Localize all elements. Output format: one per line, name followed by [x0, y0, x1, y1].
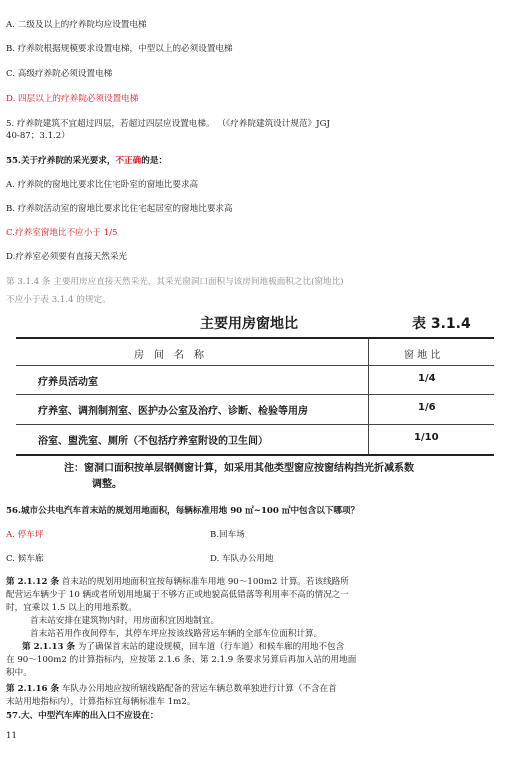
option-c-q56: C. 候车廊: [6, 554, 44, 564]
question-55-suffix: 的是：: [141, 156, 168, 166]
explanation-line-2: 40-87；3.1.2）: [6, 131, 70, 141]
row-2-ratio: 1/6: [418, 402, 436, 413]
clause-2-1-13-line-3: 积中。: [6, 668, 32, 678]
clause-2-1-13-text: 为了确保首末站的建设规模，回车道（行车道）和候车廊的用地不包含: [75, 642, 345, 652]
row-2-name: 疗养室、调剂制剂室、医护办公室及治疗、诊断、检验等用房: [38, 406, 308, 417]
explanation-line-1: 5. 疗养院建筑不宜超过四层，若超过四层应设置电梯。 （《疗养院建筑设计规范》JGJ: [6, 119, 330, 129]
clause-2-1-13-heading: 第 2.1.13 条: [22, 642, 76, 652]
option-b-q55: B. 疗养院活动室的窗地比要求比住宅起居室的窗地比要求高: [6, 204, 233, 214]
row-1-ratio: 1/4: [418, 373, 436, 384]
table-row: [16, 366, 494, 395]
question-57: 57.大、中型汽车库的出入口不应设在：: [6, 711, 159, 721]
option-a-q55: A. 疗养院的窗地比要求比住宅卧室的窗地比要求高: [6, 180, 199, 190]
header-ratio: 窗 地 比: [404, 350, 441, 361]
clause-2-1-13-line-1: [22, 642, 344, 653]
table-header-row: [16, 339, 494, 366]
option-c-q54: C. 高级疗养院必须设置电梯: [6, 69, 113, 79]
window-floor-ratio-table: [16, 307, 494, 491]
table-note-line-2: 调整。: [92, 479, 122, 490]
clause-2-1-16-line-1: [6, 684, 337, 695]
row-3-ratio: 1/10: [414, 432, 439, 443]
reference-line-2: 不应小于表 3.1.4 的规定。: [6, 295, 111, 305]
option-a-q54: A. 二级及以上的疗养院均应设置电梯: [6, 20, 147, 30]
clause-paragraph-3: 首末站若用作夜间停车，其停车坪应按该线路营运车辆的全部车位面积计算。: [30, 629, 323, 639]
row-3-name: 浴室、盥洗室、厕所（不包括疗养室附设的卫生间）: [38, 436, 268, 447]
clause-paragraph-2: 首末站安排在建筑物内时，用房面积宜因地制宜。: [30, 616, 220, 626]
option-b-q56: B.回车场: [210, 530, 245, 540]
page-number: 11: [6, 731, 17, 741]
clause-2-1-12-line-3: 时，宜乘以 1.5 以上的用地系数。: [6, 603, 137, 613]
table-note: [64, 461, 414, 493]
question-55-emphasis: 不正确: [115, 156, 142, 166]
option-c-q55-answer: C.疗养室窗地比不应小于 1/5: [6, 228, 118, 238]
table-row: [16, 425, 494, 456]
table-row: [16, 395, 494, 425]
option-d-q54-answer: D. 四层以上的疗养院必须设置电梯: [6, 94, 139, 104]
table-title: 主要用房窗地比: [200, 316, 298, 332]
reference-line-1: 第 3.1.4 条 主要用房应直接天然采光，其采光窗洞口面积与该房间地板面积之比(窗地比): [6, 277, 344, 287]
question-56: 56.城市公共电汽车首末站的规划用地面积，每辆标准用地 90 ㎡~100 ㎡中包含以下哪项？: [6, 506, 360, 516]
clause-2-1-16-line-2: 末站用地指标内），计算指标宜每辆标准车 1m2。: [6, 697, 196, 707]
option-d-q55: D.疗养室必须要有直接天然采光: [6, 252, 128, 262]
option-d-q56: D. 车队办公用地: [210, 554, 274, 564]
option-b-q54: B. 疗养院根据规模要求设置电梯，中型以上的必须设置电梯: [6, 44, 233, 54]
option-a-q56-answer: A. 停车坪: [6, 530, 44, 540]
header-room-name: 房 间 名 称: [134, 350, 204, 361]
clause-2-1-12-line-2: 配营运车辆少于 10 辆或者所划用地属于不够方正或地貌高低错落等利用率不高的情况之一: [6, 590, 349, 600]
clause-2-1-13-line-2: 在 90～100m2 的计算指标内，应按第 2.1.6 条、第 2.1.9 条要求另算后再加入站的用地面: [6, 655, 357, 665]
question-55-prefix: 55.关于疗养院的采光要求，: [6, 156, 116, 166]
question-55: [6, 156, 167, 167]
table-note-line-1: 注：窗洞口面积按单层钢侧窗计算，如采用其他类型窗应按窗结构挡光折减系数: [64, 463, 414, 474]
clause-2-1-12-text: 首末站的规划用地面积宜按每辆标准车用地 90～100m2 计算。若该线路所: [59, 577, 349, 587]
row-1-name: 疗养员活动室: [38, 377, 98, 388]
clause-2-1-16-text: 车队办公用地应按所辖线路配备的营运车辆总数单独进行计算（不含在首: [59, 684, 337, 694]
clause-2-1-12-heading: 第 2.1.12 条: [6, 577, 60, 587]
table-number: 表 3.1.4: [412, 316, 471, 332]
clause-2-1-16-heading: 第 2.1.16 条: [6, 684, 60, 694]
clause-2-1-12-line-1: [6, 577, 349, 588]
